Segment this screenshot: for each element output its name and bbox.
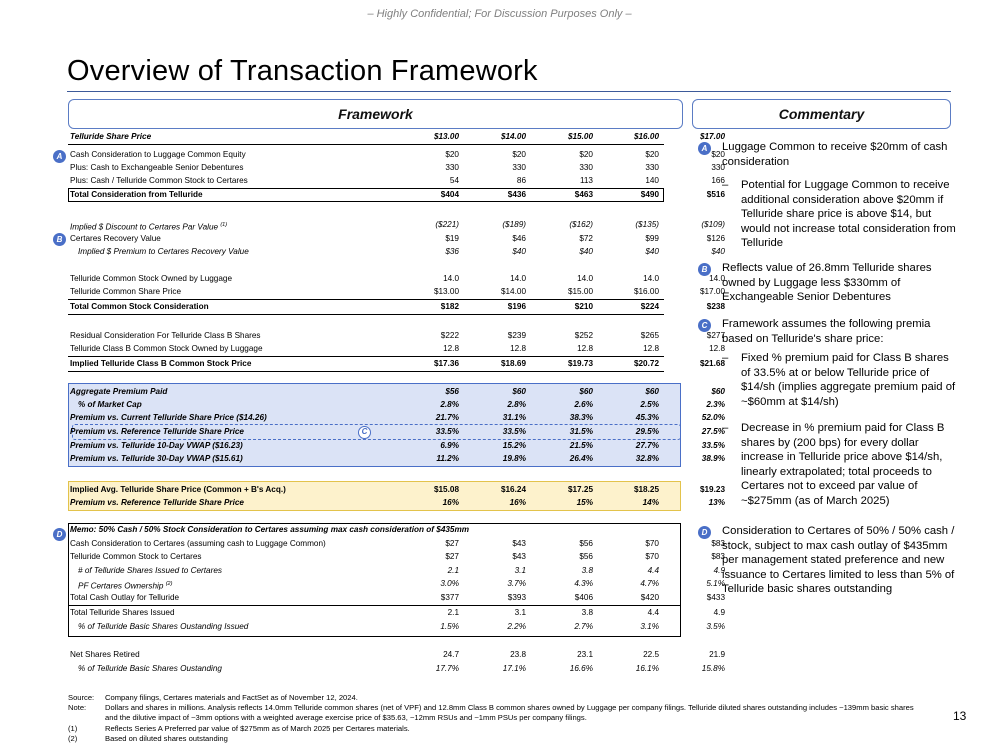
row-rule — [68, 371, 664, 372]
commentary-c-sub1: – Fixed % premium paid for Class B shares of 33.5% at or below Telluride price of $14/sh (implies aggregate premium paid of ~$60mm at $14/sh) — [722, 352, 956, 408]
commentary-badge-b-icon: B — [698, 263, 711, 276]
commentary-a-sub: – Potential for Luggage Common to receive additional consideration above $20mm if Telluride share price is above $14, but would not increase total consideration from Telluride — [722, 179, 956, 250]
page-number: 13 — [953, 709, 967, 723]
commentary-badge-c-icon: C — [698, 319, 711, 332]
table-row: PF Certares Ownership $^{(2)}$ 3.0% 3.7% 4.3% 4.7% 5.1% — [78, 579, 725, 591]
row-rule — [68, 314, 664, 315]
row-rule — [68, 299, 664, 300]
memo-header-row: Memo: 50% Cash / 50% Stock Consideration to Certares assuming max cash consideration of $435mm — [70, 525, 470, 534]
table-row: Cash Consideration to Luggage Common Equity $20 $20 $20 $20 $20 — [70, 150, 725, 159]
framework-header: Framework — [68, 99, 683, 129]
commentary-header: Commentary — [692, 99, 951, 129]
table-row: % of Telluride Basic Shares Oustanding 17.7% 17.1% 16.6% 16.1% 15.8% — [78, 664, 725, 673]
table-row: Implied Avg. Telluride Share Price (Common + B's Acq.) $15.08 $16.24 $17.25 $18.25 $19.23 — [70, 485, 725, 494]
table-row: Telluride Common Stock to Certares $27 $43 $56 $70 $83 — [70, 552, 725, 561]
commentary-c: Framework assumes the following premia based on Telluride's share price: — [722, 318, 931, 345]
table-row: % of Market Cap 2.8% 2.8% 2.6% 2.5% 2.3% — [78, 400, 725, 409]
table-row: Telluride Common Stock Owned by Luggage 14.0 14.0 14.0 14.0 14.0 — [70, 274, 725, 283]
table-row: # of Telluride Shares Issued to Certares 2.1 3.1 3.8 4.4 4.9 — [78, 566, 725, 575]
badge-c-icon: C — [358, 426, 371, 439]
commentary-a: Luggage Common to receive $20mm of cash consideration — [722, 141, 948, 168]
badge-b-icon: B — [53, 233, 66, 246]
table-row: % of Telluride Basic Shares Oustanding Issued 1.5% 2.2% 2.7% 3.1% 3.5% — [78, 622, 725, 631]
table-row: Plus: Cash / Telluride Common Stock to Certares 54 86 113 140 166 — [70, 176, 725, 185]
table-row: Net Shares Retired 24.7 23.8 23.1 22.5 21.9 — [70, 650, 725, 659]
table-row: Residual Consideration For Telluride Class B Shares $222 $239 $252 $265 $277 — [70, 331, 725, 340]
table-row-total: Total Consideration from Telluride $404 $436 $463 $490 $516 — [70, 190, 725, 199]
badge-a-icon: A — [53, 150, 66, 163]
commentary-c-sub2: – Decrease in % premium paid for Class B shares by (200 bps) for every dollar increase in Telluride price above $14/sh, linearly extrapolated; total proceeds to Certares not to exceed par value of ~$275mm (as of March 2025) — [722, 422, 945, 507]
table-row: Cash Consideration to Certares (assuming cash to Luggage Common) $27 $43 $56 $70 $83 — [70, 539, 725, 548]
table-row: Premium vs. Telluride 10-Day VWAP ($16.23) 6.9% 15.2% 21.5% 27.7% 33.5% — [70, 441, 725, 450]
commentary-d: Consideration to Certares of 50% / 50% cash / stock, subject to max cash outlay of $435mm per management stated preference and new issuance to Certares limited to less than 5% of Telluride basic shares outstanding — [722, 525, 955, 596]
commentary-badge-a-icon: A — [698, 142, 711, 155]
table-row: Certares Recovery Value $19 $46 $72 $99 $126 — [70, 234, 725, 243]
table-row: Total Telluride Shares Issued 2.1 3.1 3.8 4.4 4.9 — [70, 608, 725, 617]
confidential-banner: – Highly Confidential; For Discussion Purposes Only – — [367, 8, 632, 20]
commentary-badge-d-icon: D — [698, 526, 711, 539]
table-row: Premium vs. Telluride 30-Day VWAP ($15.61) 11.2% 19.8% 26.4% 32.8% 38.9% — [70, 454, 725, 463]
table-row: Premium vs. Current Telluride Share Price ($14.26) 21.7% 31.1% 38.3% 45.3% 52.0% — [70, 413, 725, 422]
commentary-b: Reflects value of 26.8mm Telluride shares owned by Luggage less $330mm of Exchangeable Senior Debentures — [722, 262, 932, 304]
row-rule — [68, 356, 664, 357]
table-row-total: Total Common Stock Consideration $182 $196 $210 $224 $238 — [70, 302, 725, 311]
table-row-total: Implied Telluride Class B Common Stock Price $17.36 $18.69 $19.73 $20.72 $21.68 — [70, 359, 725, 368]
table-row: Plus: Cash to Exchangeable Senior Debentures 330 330 330 330 330 — [70, 163, 725, 172]
page-title: Overview of Transaction Framework — [67, 55, 538, 87]
header-rule — [68, 144, 664, 145]
table-row: Premium vs. Reference Telluride Share Price 16% 16% 15% 14% 13% — [70, 498, 725, 507]
table-row: Telluride Common Share Price $13.00 $14.00 $15.00 $16.00 $17.00 — [70, 287, 725, 296]
table-row: Total Cash Outlay for Telluride $377 $393 $406 $420 $433 — [70, 593, 725, 602]
table-row: Telluride Class B Common Stock Owned by Luggage 12.8 12.8 12.8 12.8 12.8 — [70, 344, 725, 353]
table-row: Aggregate Premium Paid $56 $60 $60 $60 $60 — [70, 387, 725, 396]
badge-d-icon: D — [53, 528, 66, 541]
table-row: Implied $ Premium to Certares Recovery Value $36 $40 $40 $40 $40 — [78, 247, 725, 256]
table-row: Implied $ Discount to Certares Par Value $^{(1)}$ ($221) ($189) ($162) ($135) ($109) — [70, 220, 725, 232]
table-row: Premium vs. Reference Telluride Share Price 33.5% 33.5% 31.5% 29.5% 27.5% — [70, 427, 725, 436]
memo-rule — [68, 605, 681, 606]
title-divider — [67, 91, 951, 92]
table-header-row: Telluride Share Price $13.00 $14.00 $15.00 $16.00 $17.00 — [70, 132, 725, 141]
